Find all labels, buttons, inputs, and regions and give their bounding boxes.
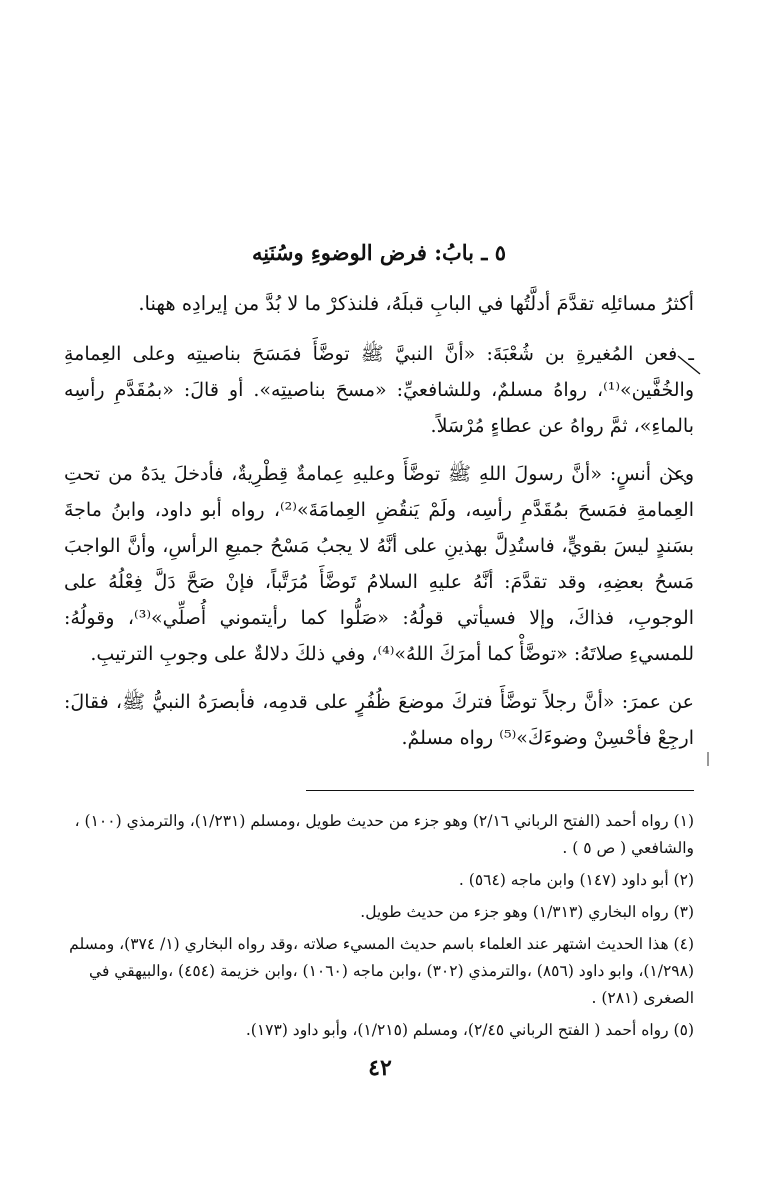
footnote: (١) رواه أحمد (الفتح الرباني ٢/١٦) وهو جزء من حديث طويل ،ومسلم (١/٢٣١)، والترمذي (١٠٠) ، والشافعي ( ص ٥ ) . [74, 812, 694, 857]
footnote-divider [306, 790, 694, 791]
hadith-paragraph: عن عمرَ: «أنَّ رجلاً توضَّأَ فتركَ موضعَ ظُفُرٍ على قدمِه، فأبصرَهُ النبيُّ ﷺ، فقالَ: ارجِعْ فأحْسِنْ وضوءَكَ»⁽⁵⁾ رواه مسلمٌ. [64, 691, 694, 749]
hadith-paragraph: وعن أنسٍ: «أنَّ رسولَ اللهِ ﷺ توضَّأَ وعليهِ عِمامةٌ قِطْرِيةٌ، فأدخلَ يدَهُ من تحتِ العِمامةِ فمَسحَ بمُقَدَّمِ رأسِه، ولَمْ يَنقُضِ العِمامَةَ»⁽²⁾، رواه أبو داود، وابنُ ماجةَ بسَندٍ ليسَ بقويٍّ، فاستُدِلَّ بهذينِ على أنَّهُ لا يجبُ مَسْحُ جميعِ الرأسِ، وأنَّ الواجبَ مَسحُ بعضِهِ، وقد تقدَّمَ: أنَّهُ عليهِ السلامُ تَوضَّأَ مُرَتَّباً، فإنْ صَحَّ دَلَّ فِعْلُهُ على الوجوبِ، فذاكَ، وإلا فسيأتي قولُهُ: «صَلُّوا كما رأيتموني أُصلِّي»⁽³⁾، وقولُهُ: للمسيءِ صلاتَهُ: «توضَّأْ كما أمرَكَ اللهُ»⁽⁴⁾، وفي ذلكَ دلالةٌ على وجوبِ الترتيبِ. [64, 463, 695, 665]
main-text [64, 238, 694, 768]
footnote: (٢) أبو داود (١٤٧) وابن ماجه (٥٦٤) . [458, 871, 694, 889]
intro-paragraph: أكثرُ مسائلِه تقدَّمَ أدلَّتُها في البابِ قبلَهُ، فلنذكرْ ما لا بُدَّ من إيرادِه ههنا. [138, 292, 694, 315]
footnote: (٣) رواه البخاري (١/٣١٣) وهو جزء من حديث طويل. [360, 903, 694, 921]
footnotes [64, 808, 694, 1049]
chapter-title: ٥ ـ بابُ: فرض الوضوءِ وسُنَنِه [251, 240, 507, 265]
page-number: ٤٢ [368, 1055, 392, 1081]
footnote: (٥) رواه أحمد ( الفتح الرباني ٢/٤٥)، ومسلم (١/٢١٥)، وأبو داود (١٧٣). [245, 1021, 694, 1039]
hadith-paragraph: ـ فعن المُغيرةِ بن شُعْبَةَ: «أنَّ النبيَّ ﷺ توضَّأَ فمَسَحَ بناصيتِه وعلى العِمامةِ والخُفَّين»⁽¹⁾، رواهُ مسلمٌ، وللشافعيِّ: «مسحَ بناصيتِه». أو قالَ: «بمُقَدَّمِ رأسِه بالماءِ»، ثمَّ رواهُ عن عطاءٍ مُرْسَلاً. [64, 343, 694, 437]
footnote: (٤) هذا الحديث اشتهر عند العلماء باسم حديث المسيء صلاته ،وقد رواه البخاري (١/ ٣٧٤)، ومسلم (١/٢٩٨)، وابو داود (٨٥٦) ،والترمذي (٣٠٢) ،وابن ماجه (١٠٦٠) ،وابن خزيمة (٤٥٤) ،والبيهقي في الصغرى (٢٨١) . [69, 935, 694, 1007]
margin-tick-mark [707, 752, 709, 766]
